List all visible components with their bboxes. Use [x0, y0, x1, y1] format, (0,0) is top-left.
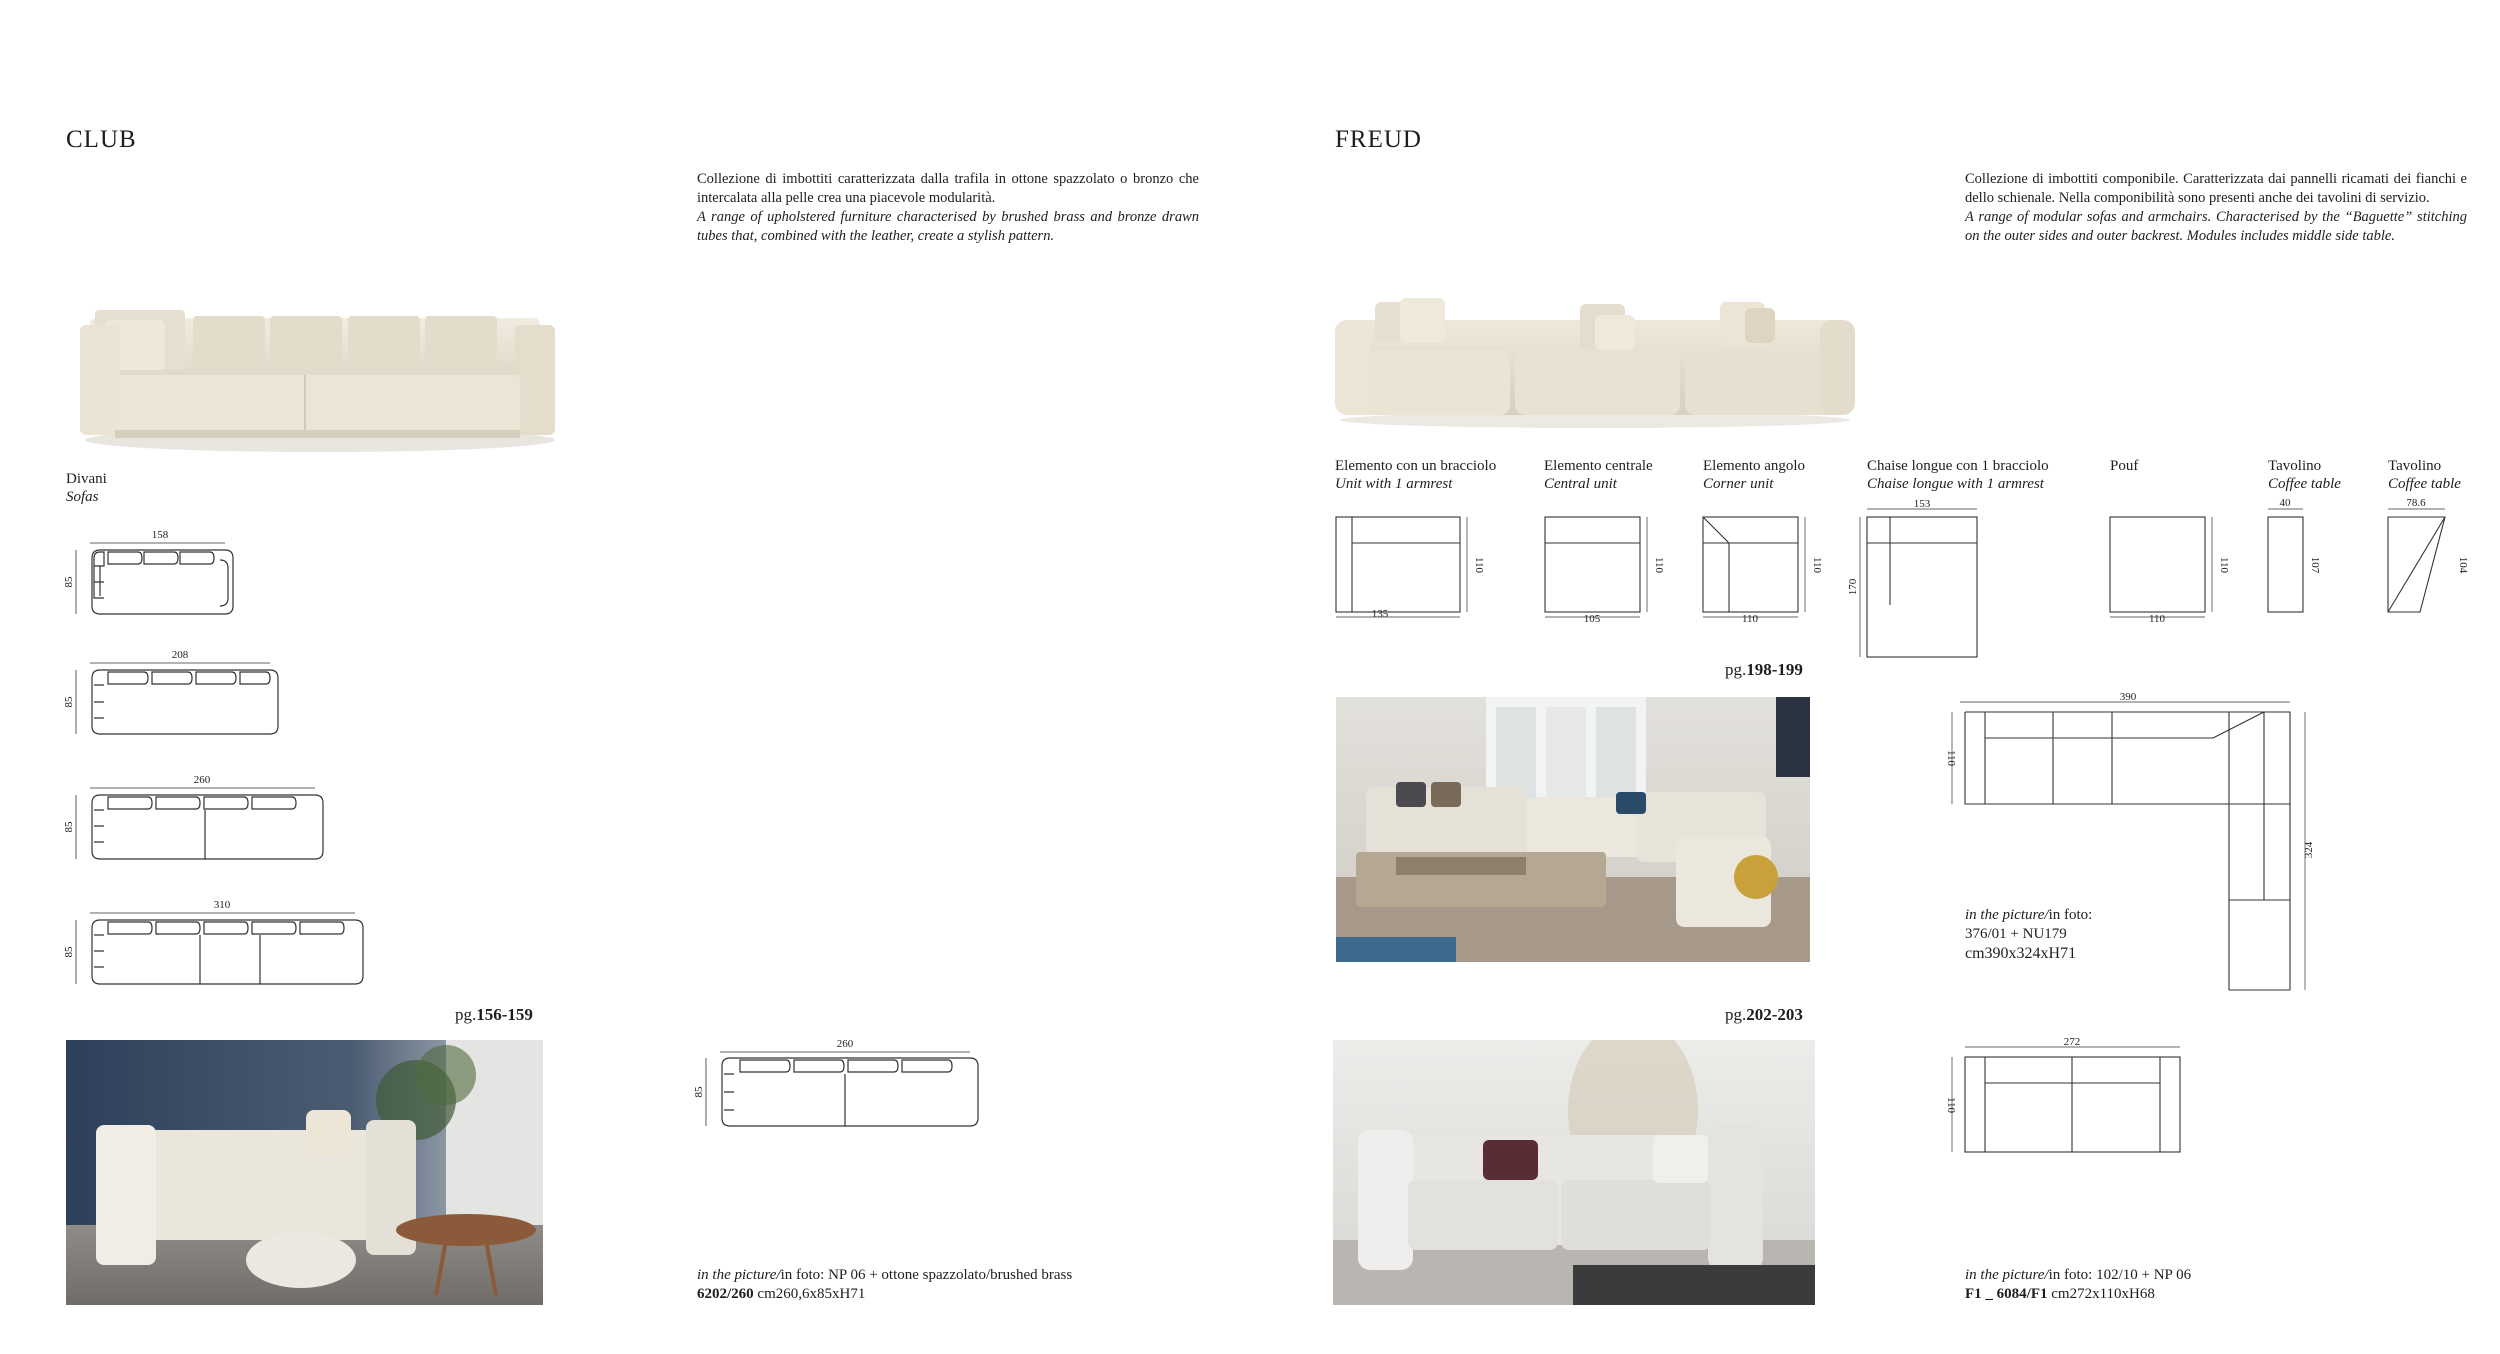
club-sofa-image [60, 280, 560, 460]
freud-element-5-name-it: Pouf [2110, 458, 2139, 474]
club-sofa-208-width: 208 [171, 649, 189, 661]
freud-element-3-drawing [1703, 517, 1805, 617]
freud-composition-width: 390 [2119, 691, 2137, 703]
freud-sofa-image [1330, 290, 1860, 430]
freud-element-1-width: 135 [1371, 608, 1389, 620]
freud-sofa-272-depth: 110 [1945, 1096, 1957, 1114]
club-caption-materials: in foto: NP 06 + ottone spazzolato/brushed brass [780, 1267, 1073, 1283]
freud-comp-caption-rest: in foto: [2048, 907, 2093, 923]
freud-description-en: A range of modular sofas and armchairs. Characterised by the “Baguette” stitching on the outer sides and outer backrest. Modules includes middle side table. [1965, 209, 2467, 244]
freud-caption-materials: in foto: 102/10 + NP 06 [2048, 1267, 2192, 1283]
freud-room-photo-1 [1336, 697, 1810, 962]
club-page-prefix: pg. [455, 1005, 477, 1024]
club-description [697, 170, 1199, 246]
freud-page-reference-1 [1725, 660, 1803, 680]
freud-sofa-272-width: 272 [2063, 1036, 2081, 1048]
freud-composition-depth-2: 324 [2303, 841, 2315, 859]
freud-element-6-label [2268, 457, 2341, 493]
freud-element-4-name-it: Chaise longue con 1 bracciolo [1867, 458, 2049, 474]
club-sofa-260-depth: 85 [63, 821, 75, 833]
freud-element-drawings [1330, 495, 2480, 665]
freud-element-1-name-en: Unit with 1 armrest [1335, 476, 1453, 492]
freud-element-4-name-en: Chaise longue with 1 armrest [1867, 476, 2044, 492]
freud-element-5-depth: 110 [2218, 556, 2230, 574]
club-sofa-260-drawing [76, 788, 323, 859]
freud-element-2-name-it: Elemento centrale [1544, 458, 1653, 474]
freud-element-3-name-en: Corner unit [1703, 476, 1774, 492]
club-category [66, 470, 107, 506]
freud-element-7-drawing [2388, 509, 2445, 612]
freud-page-numbers-1: 198-199 [1746, 660, 1803, 679]
club-sofa-158-width: 158 [151, 529, 169, 541]
club-caption-code: 6202/260 [697, 1286, 754, 1302]
freud-element-5-width: 110 [2148, 613, 2166, 625]
freud-caption-intro: in the picture/ [1965, 1267, 2049, 1283]
club-category-en: Sofas [66, 489, 99, 505]
freud-comp-caption-codes: 376/01 + NU179 [1965, 926, 2067, 942]
club-sofa-260-width: 260 [193, 774, 211, 786]
freud-element-4-width: 153 [1913, 498, 1931, 510]
freud-element-5-label [2110, 457, 2138, 475]
freud-element-1-name-it: Elemento con un bracciolo [1335, 458, 1497, 474]
club-room-photo [66, 1040, 543, 1305]
freud-element-7-name-en: Coffee table [2388, 476, 2461, 492]
club-sofa-310-width: 310 [213, 899, 231, 911]
freud-room-photo-2 [1333, 1040, 1815, 1305]
freud-page-prefix-2: pg. [1725, 1005, 1747, 1024]
freud-page-numbers-2: 202-203 [1746, 1005, 1803, 1024]
club-sofa-208-depth: 85 [63, 696, 75, 708]
freud-description-it: Collezione di imbottiti componibile. Caratterizzata dai pannelli ricamati dei fianchi e dello schienale. Nella componibilità sono presenti anche dei tavolini di servizio. [1965, 171, 2467, 206]
freud-composition-depth-1: 110 [1945, 749, 1957, 767]
freud-element-6-name-en: Coffee table [2268, 476, 2341, 492]
club-caption-intro: in the picture/ [697, 1267, 781, 1283]
freud-element-6-depth: 107 [2309, 556, 2321, 574]
freud-element-2-width: 105 [1583, 613, 1601, 625]
club-title: CLUB [66, 126, 137, 153]
club-sofa-208-drawing [76, 663, 278, 734]
freud-element-7-label [2388, 457, 2461, 493]
freud-element-6-drawing [2268, 509, 2303, 612]
freud-element-2-drawing [1545, 517, 1647, 617]
freud-element-3-depth: 110 [1811, 556, 1823, 574]
freud-element-6-name-it: Tavolino [2268, 458, 2322, 474]
club-caption-size: cm260,6x85xH71 [753, 1286, 866, 1302]
club-page-reference [455, 1005, 533, 1025]
freud-caption-size: cm272x110xH68 [2047, 1286, 2155, 1302]
freud-element-4-depth: 170 [1847, 578, 1859, 596]
freud-page-reference-2 [1725, 1005, 1803, 1025]
club-sofa-drawings [60, 520, 400, 1020]
freud-element-4-drawing [1860, 509, 1977, 657]
freud-caption-code: F1 _ 6084/F1 [1965, 1286, 2048, 1302]
freud-element-7-depth: 104 [2457, 556, 2469, 574]
club-featured-depth: 85 [693, 1086, 705, 1098]
freud-page-prefix-1: pg. [1725, 660, 1747, 679]
freud-element-7-width: 78.6 [2406, 497, 2426, 509]
freud-element-1-depth: 110 [1473, 556, 1485, 574]
freud-composition-caption [1965, 906, 2092, 964]
freud-element-1-label [1335, 457, 1496, 493]
freud-element-7-name-it: Tavolino [2388, 458, 2442, 474]
club-sofa-158-depth: 85 [63, 576, 75, 588]
freud-element-4-label [1867, 457, 2049, 493]
freud-title: FREUD [1335, 126, 1422, 153]
freud-element-1-drawing [1336, 517, 1467, 617]
club-sofa-310-depth: 85 [63, 946, 75, 958]
freud-comp-caption-size: cm390x324xH71 [1965, 945, 2077, 962]
freud-element-2-depth: 110 [1653, 556, 1665, 574]
freud-sofa-272-drawing [1940, 1035, 2200, 1165]
freud-comp-caption-intro: in the picture/ [1965, 907, 2049, 923]
freud-description [1965, 170, 2467, 246]
club-category-it: Divani [66, 471, 107, 487]
club-description-en: A range of upholstered furniture characterised by brushed brass and bronze drawn tubes that, combined with the leather, create a stylish pattern. [697, 209, 1199, 244]
club-sofa-158-drawing [76, 543, 233, 614]
club-description-it: Collezione di imbottiti caratterizzata dalla trafila in ottone spazzolato o bronzo che intercalata alla pelle crea una piacevole modularità. [697, 171, 1199, 206]
freud-element-3-width: 110 [1741, 613, 1759, 625]
freud-element-3-name-it: Elemento angolo [1703, 458, 1806, 474]
club-sofa-310-drawing [76, 913, 363, 984]
freud-element-6-width: 40 [2279, 497, 2291, 509]
club-featured-drawing [690, 1030, 1000, 1140]
freud-element-5-drawing [2110, 517, 2212, 617]
freud-element-2-name-en: Central unit [1544, 476, 1617, 492]
freud-element-3-label [1703, 457, 1805, 493]
club-page-numbers: 156-159 [476, 1005, 533, 1024]
club-caption [697, 1266, 1072, 1304]
freud-element-2-label [1544, 457, 1653, 493]
club-featured-width: 260 [836, 1038, 854, 1050]
freud-caption [1965, 1266, 2191, 1304]
